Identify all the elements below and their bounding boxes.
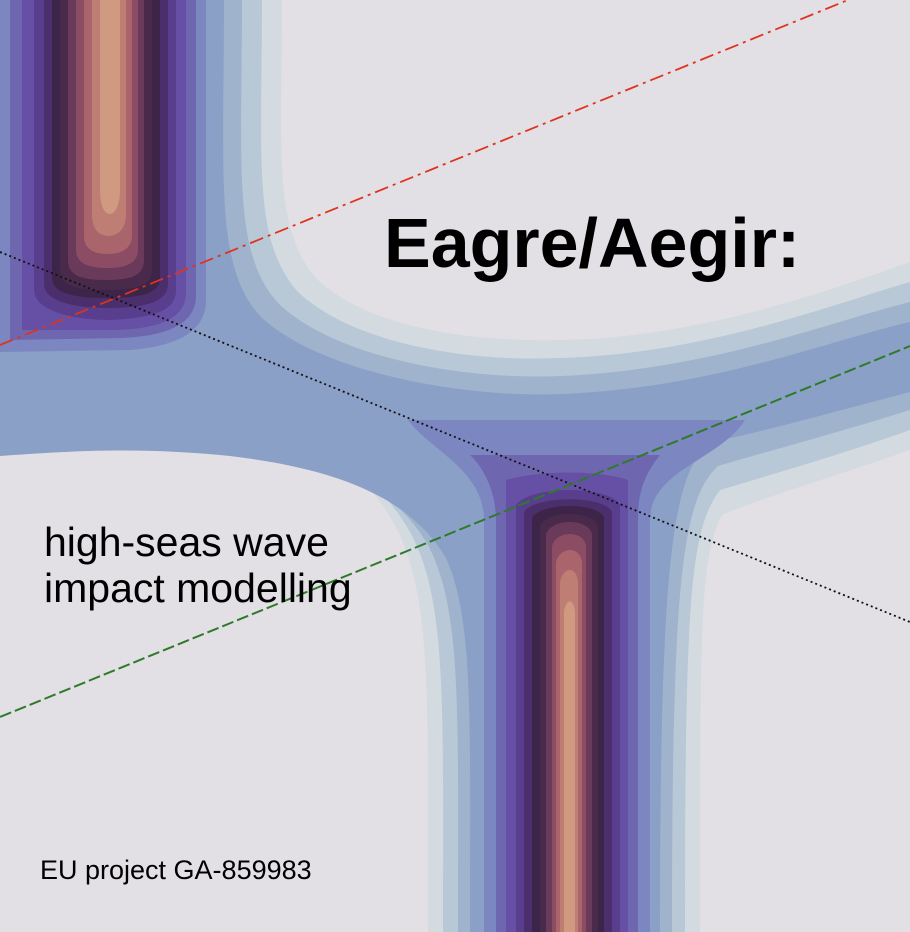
upper-column-core bbox=[0, 0, 206, 352]
poster-subtitle bbox=[44, 519, 444, 611]
project-footer: EU project GA-859983 bbox=[40, 855, 312, 885]
subtitle-line-2: impact modelling bbox=[44, 565, 352, 611]
poster-title: Eagre/Aegir: bbox=[384, 204, 801, 282]
subtitle-line-1: high-seas wave bbox=[44, 519, 329, 565]
